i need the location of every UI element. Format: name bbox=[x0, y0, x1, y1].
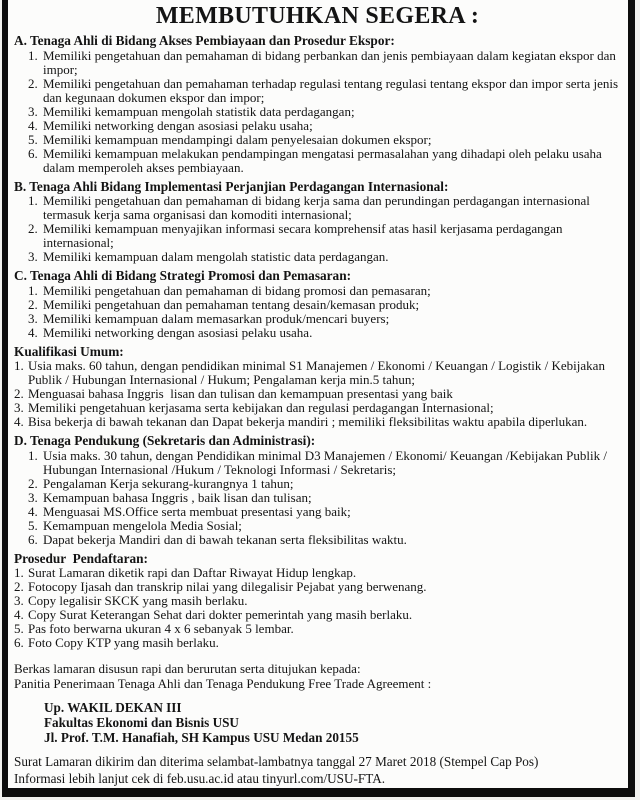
section-item-list bbox=[14, 359, 621, 429]
list-item-number: 5. bbox=[14, 621, 24, 636]
section-heading: B. Tenaga Ahli Bidang Implementasi Perjanjian Perdagangan Internasional: bbox=[14, 178, 449, 194]
list-item-text: Memiliki pengetahuan dan pemahaman terhadap regulasi tentang regulasi tentang ekspor dan impor serta jenis dan kegunaan dokumen ekspor dan impor; bbox=[43, 75, 622, 105]
list-item-number: 3. bbox=[14, 593, 24, 608]
list-item-number: 4. bbox=[28, 117, 38, 133]
list-item-number: 3. bbox=[28, 310, 38, 326]
list-item-number: 3. bbox=[14, 400, 24, 415]
list-item-number: 2. bbox=[14, 386, 24, 401]
list-item bbox=[14, 326, 621, 340]
list-item-text: Memiliki kemampuan dalam memasarkan produk/mencari buyers; bbox=[43, 310, 390, 326]
list-item-number: 6. bbox=[14, 635, 24, 650]
list-item-number: 1. bbox=[14, 565, 24, 580]
list-item-text: Pengalaman Kerja sekurang-kurangnya 1 tahun; bbox=[43, 475, 294, 491]
list-item bbox=[14, 147, 621, 175]
list-item-text: Copy Surat Keterangan Sehat dari dokter pemerintah yang masih berlaku. bbox=[28, 607, 413, 622]
section bbox=[14, 345, 621, 430]
list-item-number: 3. bbox=[28, 103, 38, 119]
section-item-list bbox=[14, 449, 621, 547]
list-item-number: 2. bbox=[28, 475, 38, 491]
list-item-text: Memiliki pengetahuan kerjasama serta kebijakan dan regulasi perdagangan Internasional; bbox=[28, 400, 494, 415]
list-item bbox=[14, 491, 621, 505]
list-item-text: Kemampuan mengelola Media Sosial; bbox=[43, 517, 242, 533]
list-item-text: Usia maks. 60 tahun, dengan pendidikan minimal S1 Manajemen / Ekonomi / Keuangan / Logistik / Kebijakan Publik / Hubungan Internasional / Hukum; Pengalaman kerja min.5 tahun; bbox=[28, 358, 609, 387]
section bbox=[14, 269, 621, 340]
announcement-sheet bbox=[2, 0, 635, 797]
section-heading: D. Tenaga Pendukung (Sekretaris dan Administrasi): bbox=[14, 433, 316, 448]
list-item-text: Memiliki kemampuan menyajikan informasi secara komprehensif atas hasil kerjasama perdagangan internasional; bbox=[43, 221, 566, 250]
list-item-number: 2. bbox=[28, 221, 38, 236]
list-item-number: 4. bbox=[28, 324, 38, 340]
list-item-text: Copy legalisir SKCK yang masih berlaku. bbox=[28, 593, 248, 608]
list-item bbox=[14, 49, 621, 77]
list-item-text: Memiliki kemampuan mendampingi dalam penyelesaian dokumen ekspor; bbox=[43, 131, 432, 147]
list-item bbox=[14, 533, 621, 547]
page-title: MEMBUTUHKAN SEGERA : bbox=[155, 3, 480, 29]
list-item bbox=[14, 298, 621, 312]
list-item-text: Kemampuan bahasa Inggris , baik lisan dan tulisan; bbox=[43, 489, 312, 505]
list-item-text: Menguasai bahasa Inggris lisan dan tulisan dan kemampuan presentasi yang baik bbox=[28, 386, 453, 401]
section-heading: A. Tenaga Ahli di Bidang Akses Pembiayaan dan Prosedur Ekspor: bbox=[14, 33, 395, 48]
list-item bbox=[14, 284, 621, 298]
list-item bbox=[14, 608, 621, 622]
list-item-number: 3. bbox=[28, 249, 38, 264]
list-item-number: 1. bbox=[28, 193, 38, 208]
section bbox=[14, 34, 621, 175]
list-item-text: Usia maks. 30 tahun, dengan Pendidikan minimal D3 Manajemen / Ekonomi/ Keuangan /Kebijakan Publik / Hubungan Internasional /Hukum / Teknologi Informasi / Sekretaris; bbox=[43, 447, 611, 477]
list-item-number: 2. bbox=[28, 75, 38, 91]
address-block bbox=[44, 700, 621, 745]
list-item bbox=[14, 359, 621, 387]
section-heading: C. Tenaga Ahli di Bidang Strategi Promosi dan Pemasaran: bbox=[14, 268, 352, 283]
list-item-text: Fotocopy Ijasah dan transkrip nilai yang dilegalisir Pejabat yang berwenang. bbox=[28, 579, 427, 594]
address-street: Jl. Prof. T.M. Hanafiah, SH Kampus USU Medan 20155 bbox=[44, 730, 359, 745]
section-item-list bbox=[14, 49, 621, 175]
list-item bbox=[14, 415, 621, 429]
list-item-text: Memiliki pengetahuan dan pemahaman di bidang kerja sama dan perundingan perdagangan internasional termasuk kerja sama organisasi dan komoditi internasional; bbox=[43, 193, 594, 222]
requirement-sections bbox=[14, 34, 621, 650]
list-item-number: 6. bbox=[28, 145, 38, 161]
list-item-number: 1. bbox=[28, 47, 38, 63]
list-item bbox=[14, 133, 621, 147]
list-item bbox=[14, 566, 621, 580]
section-heading: Kualifikasi Umum: bbox=[14, 343, 124, 359]
list-item-text: Pas foto berwarna ukuran 4 x 6 sebanyak 5 lembar. bbox=[28, 621, 294, 636]
list-item-number: 3. bbox=[28, 489, 38, 505]
list-item bbox=[14, 519, 621, 533]
application-intro-line: Berkas lamaran disusun rapi dan berurutan serta ditujukan kepada: bbox=[14, 661, 361, 676]
committee-line: Panitia Penerimaan Tenaga Ahli dan Tenaga Pendukung Free Trade Agreement : bbox=[14, 675, 432, 691]
list-item-number: 1. bbox=[14, 358, 24, 373]
list-item-text: Memiliki pengetahuan dan pemahaman di bidang promosi dan pemasaran; bbox=[43, 282, 431, 298]
list-item bbox=[14, 622, 621, 636]
list-item-number: 5. bbox=[28, 131, 38, 147]
list-item bbox=[14, 250, 621, 264]
section-heading: Prosedur Pendaftaran: bbox=[14, 550, 148, 566]
address-recipient: Up. WAKIL DEKAN III bbox=[44, 700, 182, 715]
list-item-text: Memiliki networking dengan asosiasi pelaku usaha; bbox=[43, 117, 313, 133]
list-item bbox=[14, 105, 621, 119]
list-item bbox=[14, 505, 621, 519]
footer-block bbox=[14, 754, 621, 786]
list-item-text: Memiliki pengetahuan dan pemahaman di bidang perbankan dan jenis pembiayaan dalam kegiatan ekspor dan impor; bbox=[43, 47, 620, 77]
list-item bbox=[14, 580, 621, 594]
list-item bbox=[14, 312, 621, 326]
deadline-line: Surat Lamaran dikirim dan diterima selambat-lambatnya tanggal 27 Maret 2018 (Stempel Cap Pos) bbox=[14, 754, 539, 769]
list-item-number: 2. bbox=[14, 579, 24, 594]
closing-block bbox=[14, 662, 621, 786]
list-item-text: Surat Lamaran diketik rapi dan Daftar Riwayat Hidup lengkap. bbox=[28, 565, 357, 580]
list-item bbox=[14, 387, 621, 401]
list-item-number: 6. bbox=[28, 531, 38, 547]
list-item bbox=[14, 477, 621, 491]
list-item-number: 4. bbox=[28, 503, 38, 519]
section bbox=[14, 434, 621, 547]
list-item-number: 1. bbox=[28, 447, 38, 463]
list-item-text: Dapat bekerja Mandiri dan di bawah tekanan serta fleksibilitas waktu. bbox=[43, 531, 407, 547]
section-item-list bbox=[14, 284, 621, 340]
list-item-number: 4. bbox=[14, 607, 24, 622]
list-item-text: Memiliki pengetahuan dan pemahaman tentang desain/kemasan produk; bbox=[43, 296, 420, 312]
list-item-number: 1. bbox=[28, 282, 38, 298]
list-item-number: 4. bbox=[14, 414, 24, 429]
list-item-number: 2. bbox=[28, 296, 38, 312]
list-item-text: Foto Copy KTP yang masih berlaku. bbox=[28, 635, 219, 650]
list-item-text: Bisa bekerja di bawah tekanan dan Dapat bekerja mandiri ; memiliki fleksibilitas waktu apabila diperlukan. bbox=[28, 414, 588, 429]
section-item-list bbox=[14, 566, 621, 650]
list-item-text: Menguasai MS.Office serta membuat presentasi yang baik; bbox=[43, 503, 351, 519]
list-item bbox=[14, 594, 621, 608]
section bbox=[14, 180, 621, 265]
list-item bbox=[14, 222, 621, 250]
address-faculty: Fakultas Ekonomi dan Bisnis USU bbox=[44, 715, 239, 730]
section-item-list bbox=[14, 194, 621, 264]
list-item-text: Memiliki networking dengan asosiasi pelaku usaha. bbox=[43, 324, 313, 340]
list-item bbox=[14, 77, 621, 105]
list-item-text: Memiliki kemampuan melakukan pendampingan mengatasi permasalahan yang dihadapi oleh pelaku usaha dalam memperoleh akses pembiayaan. bbox=[43, 145, 606, 175]
list-item bbox=[14, 194, 621, 222]
list-item-text: Memiliki kemampuan mengolah statistik data perdagangan; bbox=[43, 103, 355, 119]
list-item bbox=[14, 401, 621, 415]
list-item bbox=[14, 636, 621, 650]
info-line: Informasi lebih lanjut cek di feb.usu.ac.id atau tinyurl.com/USU-FTA. bbox=[14, 771, 386, 786]
list-item-number: 5. bbox=[28, 517, 38, 533]
list-item bbox=[14, 449, 621, 477]
list-item bbox=[14, 119, 621, 133]
list-item-text: Memiliki kemampuan dalam mengolah statistic data perdagangan. bbox=[43, 249, 389, 264]
section bbox=[14, 552, 621, 651]
